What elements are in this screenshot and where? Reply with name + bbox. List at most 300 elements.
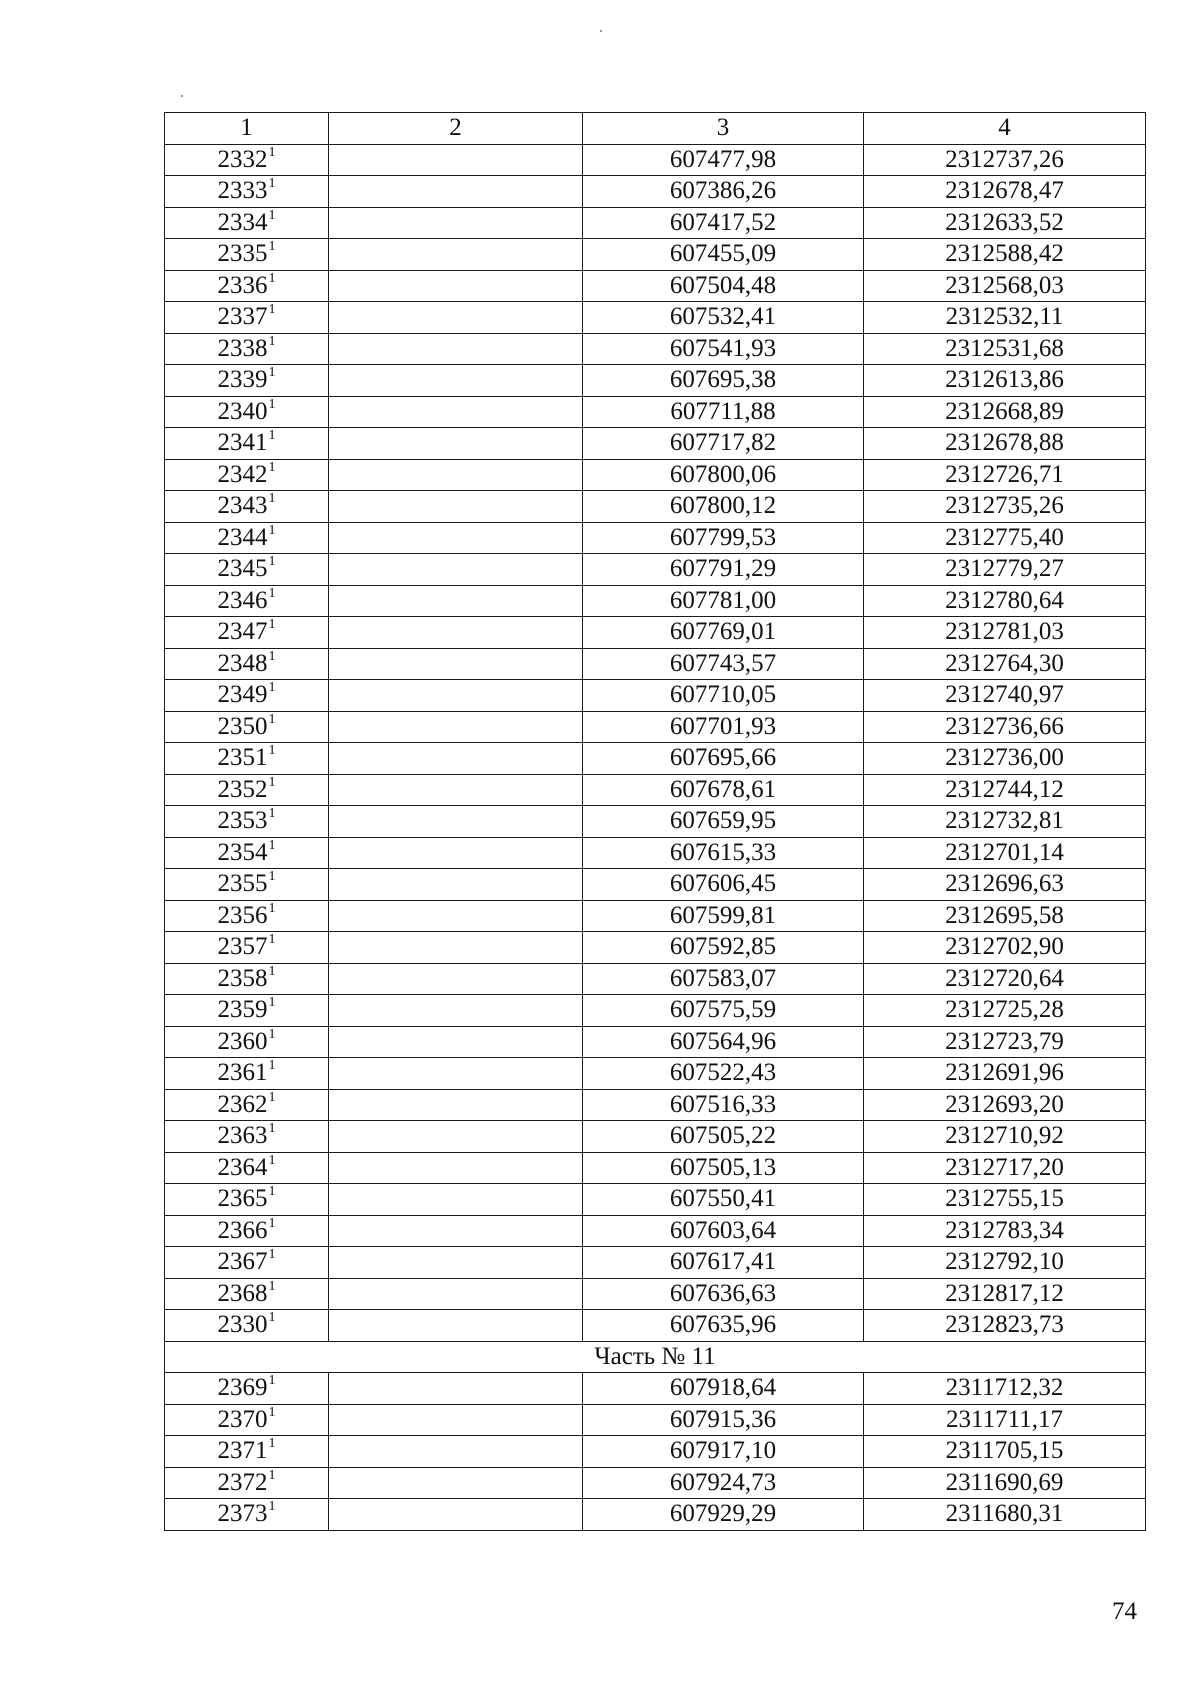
point-superscript: 1 bbox=[268, 1121, 276, 1137]
empty-cell bbox=[329, 932, 583, 964]
empty-cell bbox=[329, 1278, 583, 1310]
point-number-cell bbox=[165, 1215, 329, 1247]
x-coordinate-cell: 607516,33 bbox=[583, 1089, 864, 1121]
point-number-cell bbox=[165, 837, 329, 869]
x-coordinate-cell: 607701,93 bbox=[583, 711, 864, 743]
x-coordinate-cell: 607617,41 bbox=[583, 1247, 864, 1279]
part-10-rows bbox=[165, 144, 1146, 1341]
point-number-cell bbox=[165, 1373, 329, 1405]
y-coordinate-cell: 2312531,68 bbox=[864, 333, 1146, 365]
point-superscript: 1 bbox=[268, 869, 276, 885]
table-row bbox=[165, 995, 1146, 1027]
point-number-cell bbox=[165, 333, 329, 365]
point-number-cell bbox=[165, 491, 329, 523]
point-superscript: 1 bbox=[268, 333, 276, 349]
table-row bbox=[165, 333, 1146, 365]
point-superscript: 1 bbox=[268, 1278, 276, 1294]
y-coordinate-cell: 2312817,12 bbox=[864, 1278, 1146, 1310]
x-coordinate-cell: 607477,98 bbox=[583, 144, 864, 176]
y-coordinate-cell: 2311712,32 bbox=[864, 1373, 1146, 1405]
empty-cell bbox=[329, 869, 583, 901]
point-superscript: 1 bbox=[268, 680, 276, 696]
point-superscript: 1 bbox=[268, 617, 276, 633]
x-coordinate-cell: 607915,36 bbox=[583, 1404, 864, 1436]
table-row bbox=[165, 869, 1146, 901]
point-number: 2343 bbox=[217, 492, 268, 520]
table-row bbox=[165, 1184, 1146, 1216]
y-coordinate-cell: 2312779,27 bbox=[864, 554, 1146, 586]
point-number: 2359 bbox=[217, 996, 268, 1024]
x-coordinate-cell: 607769,01 bbox=[583, 617, 864, 649]
empty-cell bbox=[329, 963, 583, 995]
section-header-row bbox=[165, 1341, 1146, 1373]
point-number-cell bbox=[165, 774, 329, 806]
point-number: 2347 bbox=[217, 618, 268, 646]
empty-cell bbox=[329, 1089, 583, 1121]
y-coordinate-cell: 2311680,31 bbox=[864, 1499, 1146, 1531]
point-number-cell bbox=[165, 1404, 329, 1436]
y-coordinate-cell: 2312737,26 bbox=[864, 144, 1146, 176]
point-number: 2373 bbox=[217, 1500, 268, 1528]
table-row bbox=[165, 1310, 1146, 1342]
point-number: 2340 bbox=[217, 397, 268, 425]
point-number-cell bbox=[165, 995, 329, 1027]
y-coordinate-cell: 2311705,15 bbox=[864, 1436, 1146, 1468]
point-superscript: 1 bbox=[268, 1404, 276, 1420]
point-number: 2334 bbox=[217, 208, 268, 236]
empty-cell bbox=[329, 585, 583, 617]
point-number: 2352 bbox=[217, 775, 268, 803]
point-number: 2369 bbox=[217, 1374, 268, 1402]
y-coordinate-cell: 2312775,40 bbox=[864, 522, 1146, 554]
x-coordinate-cell: 607505,13 bbox=[583, 1152, 864, 1184]
point-number-cell bbox=[165, 932, 329, 964]
x-coordinate-cell: 607799,53 bbox=[583, 522, 864, 554]
empty-cell bbox=[329, 995, 583, 1027]
table-row bbox=[165, 302, 1146, 334]
table-row bbox=[165, 144, 1146, 176]
empty-cell bbox=[329, 1499, 583, 1531]
point-number: 2356 bbox=[217, 901, 268, 929]
empty-cell bbox=[329, 648, 583, 680]
scan-speck bbox=[181, 95, 183, 97]
empty-cell bbox=[329, 207, 583, 239]
table-row bbox=[165, 207, 1146, 239]
y-coordinate-cell: 2312668,89 bbox=[864, 396, 1146, 428]
y-coordinate-cell: 2312693,20 bbox=[864, 1089, 1146, 1121]
part-11-rows bbox=[165, 1373, 1146, 1531]
point-superscript: 1 bbox=[268, 963, 276, 979]
point-number: 2367 bbox=[217, 1248, 268, 1276]
point-number: 2341 bbox=[217, 429, 268, 457]
point-number-cell bbox=[165, 239, 329, 271]
point-number-cell bbox=[165, 207, 329, 239]
empty-cell bbox=[329, 302, 583, 334]
point-number: 2360 bbox=[217, 1027, 268, 1055]
page-number: 74 bbox=[1112, 1598, 1137, 1625]
x-coordinate-cell: 607918,64 bbox=[583, 1373, 864, 1405]
point-number-cell bbox=[165, 144, 329, 176]
y-coordinate-cell: 2311690,69 bbox=[864, 1467, 1146, 1499]
scan-speck bbox=[600, 30, 602, 32]
point-superscript: 1 bbox=[268, 239, 276, 255]
point-number-cell bbox=[165, 743, 329, 775]
x-coordinate-cell: 607615,33 bbox=[583, 837, 864, 869]
y-coordinate-cell: 2312613,86 bbox=[864, 365, 1146, 397]
point-superscript: 1 bbox=[268, 1373, 276, 1389]
point-number-cell bbox=[165, 648, 329, 680]
table-row bbox=[165, 459, 1146, 491]
x-coordinate-cell: 607522,43 bbox=[583, 1058, 864, 1090]
point-number: 2366 bbox=[217, 1216, 268, 1244]
empty-cell bbox=[329, 554, 583, 586]
point-number: 2342 bbox=[217, 460, 268, 488]
point-number: 2339 bbox=[217, 366, 268, 394]
table-row bbox=[165, 932, 1146, 964]
empty-cell bbox=[329, 743, 583, 775]
column-header-1: 1 bbox=[165, 113, 329, 145]
point-number: 2365 bbox=[217, 1185, 268, 1213]
point-superscript: 1 bbox=[268, 365, 276, 381]
point-number-cell bbox=[165, 711, 329, 743]
table-row bbox=[165, 428, 1146, 460]
table-row bbox=[165, 774, 1146, 806]
x-coordinate-cell: 607455,09 bbox=[583, 239, 864, 271]
point-number-cell bbox=[165, 617, 329, 649]
point-superscript: 1 bbox=[268, 1089, 276, 1105]
x-coordinate-cell: 607505,22 bbox=[583, 1121, 864, 1153]
table-row bbox=[165, 1058, 1146, 1090]
point-number: 2355 bbox=[217, 870, 268, 898]
point-number-cell bbox=[165, 1089, 329, 1121]
point-number: 2361 bbox=[217, 1059, 268, 1087]
point-superscript: 1 bbox=[268, 302, 276, 318]
point-superscript: 1 bbox=[268, 743, 276, 759]
y-coordinate-cell: 2312720,64 bbox=[864, 963, 1146, 995]
x-coordinate-cell: 607711,88 bbox=[583, 396, 864, 428]
x-coordinate-cell: 607603,64 bbox=[583, 1215, 864, 1247]
empty-cell bbox=[329, 1058, 583, 1090]
x-coordinate-cell: 607791,29 bbox=[583, 554, 864, 586]
x-coordinate-cell: 607417,52 bbox=[583, 207, 864, 239]
x-coordinate-cell: 607583,07 bbox=[583, 963, 864, 995]
empty-cell bbox=[329, 1121, 583, 1153]
empty-cell bbox=[329, 428, 583, 460]
empty-cell bbox=[329, 680, 583, 712]
y-coordinate-cell: 2312633,52 bbox=[864, 207, 1146, 239]
y-coordinate-cell: 2312701,14 bbox=[864, 837, 1146, 869]
y-coordinate-cell: 2312588,42 bbox=[864, 239, 1146, 271]
y-coordinate-cell: 2312723,79 bbox=[864, 1026, 1146, 1058]
point-number-cell bbox=[165, 1310, 329, 1342]
empty-cell bbox=[329, 1404, 583, 1436]
section-title: Часть № 11 bbox=[165, 1341, 1146, 1373]
point-superscript: 1 bbox=[268, 1499, 276, 1515]
point-number-cell bbox=[165, 1058, 329, 1090]
point-superscript: 1 bbox=[268, 1026, 276, 1042]
empty-cell bbox=[329, 239, 583, 271]
point-number-cell bbox=[165, 806, 329, 838]
point-superscript: 1 bbox=[268, 1467, 276, 1483]
empty-cell bbox=[329, 711, 583, 743]
point-number-cell bbox=[165, 554, 329, 586]
point-superscript: 1 bbox=[268, 1215, 276, 1231]
table-row bbox=[165, 837, 1146, 869]
y-coordinate-cell: 2312823,73 bbox=[864, 1310, 1146, 1342]
column-header-2: 2 bbox=[329, 113, 583, 145]
point-number: 2350 bbox=[217, 712, 268, 740]
table-row bbox=[165, 1373, 1146, 1405]
point-number: 2333 bbox=[217, 177, 268, 205]
y-coordinate-cell: 2312726,71 bbox=[864, 459, 1146, 491]
x-coordinate-cell: 607659,95 bbox=[583, 806, 864, 838]
point-superscript: 1 bbox=[268, 176, 276, 192]
point-number: 2344 bbox=[217, 523, 268, 551]
empty-cell bbox=[329, 365, 583, 397]
point-number-cell bbox=[165, 459, 329, 491]
point-superscript: 1 bbox=[268, 554, 276, 570]
y-coordinate-cell: 2312736,00 bbox=[864, 743, 1146, 775]
point-number: 2362 bbox=[217, 1090, 268, 1118]
empty-cell bbox=[329, 522, 583, 554]
point-superscript: 1 bbox=[268, 837, 276, 853]
point-superscript: 1 bbox=[268, 711, 276, 727]
table-row bbox=[165, 743, 1146, 775]
table-row bbox=[165, 1152, 1146, 1184]
table-row bbox=[165, 806, 1146, 838]
point-superscript: 1 bbox=[268, 1247, 276, 1263]
x-coordinate-cell: 607717,82 bbox=[583, 428, 864, 460]
point-number-cell bbox=[165, 428, 329, 460]
table-row bbox=[165, 365, 1146, 397]
point-number: 2354 bbox=[217, 838, 268, 866]
empty-cell bbox=[329, 270, 583, 302]
y-coordinate-cell: 2312744,12 bbox=[864, 774, 1146, 806]
column-header-4: 4 bbox=[864, 113, 1146, 145]
y-coordinate-cell: 2312792,10 bbox=[864, 1247, 1146, 1279]
point-number-cell bbox=[165, 1121, 329, 1153]
x-coordinate-cell: 607532,41 bbox=[583, 302, 864, 334]
point-superscript: 1 bbox=[268, 522, 276, 538]
point-superscript: 1 bbox=[268, 932, 276, 948]
empty-cell bbox=[329, 774, 583, 806]
x-coordinate-cell: 607924,73 bbox=[583, 1467, 864, 1499]
point-superscript: 1 bbox=[268, 585, 276, 601]
x-coordinate-cell: 607541,93 bbox=[583, 333, 864, 365]
x-coordinate-cell: 607917,10 bbox=[583, 1436, 864, 1468]
empty-cell bbox=[329, 1310, 583, 1342]
point-superscript: 1 bbox=[268, 995, 276, 1011]
point-number: 2358 bbox=[217, 964, 268, 992]
y-coordinate-cell: 2312764,30 bbox=[864, 648, 1146, 680]
x-coordinate-cell: 607929,29 bbox=[583, 1499, 864, 1531]
y-coordinate-cell: 2312691,96 bbox=[864, 1058, 1146, 1090]
empty-cell bbox=[329, 1436, 583, 1468]
y-coordinate-cell: 2312735,26 bbox=[864, 491, 1146, 523]
point-superscript: 1 bbox=[268, 900, 276, 916]
point-number: 2349 bbox=[217, 681, 268, 709]
x-coordinate-cell: 607695,38 bbox=[583, 365, 864, 397]
table-row bbox=[165, 239, 1146, 271]
table-row bbox=[165, 1404, 1146, 1436]
point-number-cell bbox=[165, 1026, 329, 1058]
point-superscript: 1 bbox=[268, 459, 276, 475]
point-number-cell bbox=[165, 1436, 329, 1468]
table-row bbox=[165, 522, 1146, 554]
y-coordinate-cell: 2312695,58 bbox=[864, 900, 1146, 932]
point-superscript: 1 bbox=[268, 1152, 276, 1168]
table-row bbox=[165, 1247, 1146, 1279]
x-coordinate-cell: 607575,59 bbox=[583, 995, 864, 1027]
y-coordinate-cell: 2312783,34 bbox=[864, 1215, 1146, 1247]
empty-cell bbox=[329, 1184, 583, 1216]
x-coordinate-cell: 607386,26 bbox=[583, 176, 864, 208]
point-superscript: 1 bbox=[268, 270, 276, 286]
table-row bbox=[165, 1278, 1146, 1310]
point-number-cell bbox=[165, 869, 329, 901]
point-superscript: 1 bbox=[268, 648, 276, 664]
point-number-cell bbox=[165, 1278, 329, 1310]
empty-cell bbox=[329, 1247, 583, 1279]
x-coordinate-cell: 607592,85 bbox=[583, 932, 864, 964]
point-number-cell bbox=[165, 1499, 329, 1531]
header-row bbox=[165, 113, 1146, 145]
y-coordinate-cell: 2312755,15 bbox=[864, 1184, 1146, 1216]
column-header-3: 3 bbox=[583, 113, 864, 145]
x-coordinate-cell: 607606,45 bbox=[583, 869, 864, 901]
y-coordinate-cell: 2312780,64 bbox=[864, 585, 1146, 617]
point-superscript: 1 bbox=[268, 144, 276, 160]
point-number-cell bbox=[165, 1247, 329, 1279]
y-coordinate-cell: 2312781,03 bbox=[864, 617, 1146, 649]
x-coordinate-cell: 607678,61 bbox=[583, 774, 864, 806]
point-number: 2351 bbox=[217, 744, 268, 772]
empty-cell bbox=[329, 144, 583, 176]
y-coordinate-cell: 2312740,97 bbox=[864, 680, 1146, 712]
point-number: 2346 bbox=[217, 586, 268, 614]
x-coordinate-cell: 607550,41 bbox=[583, 1184, 864, 1216]
table-row bbox=[165, 680, 1146, 712]
empty-cell bbox=[329, 396, 583, 428]
table-row bbox=[165, 900, 1146, 932]
x-coordinate-cell: 607504,48 bbox=[583, 270, 864, 302]
x-coordinate-cell: 607635,96 bbox=[583, 1310, 864, 1342]
x-coordinate-cell: 607695,66 bbox=[583, 743, 864, 775]
point-number-cell bbox=[165, 1152, 329, 1184]
point-superscript: 1 bbox=[268, 428, 276, 444]
point-number: 2345 bbox=[217, 555, 268, 583]
point-number-cell bbox=[165, 270, 329, 302]
y-coordinate-cell: 2312568,03 bbox=[864, 270, 1146, 302]
point-number: 2335 bbox=[217, 240, 268, 268]
empty-cell bbox=[329, 491, 583, 523]
empty-cell bbox=[329, 806, 583, 838]
x-coordinate-cell: 607636,63 bbox=[583, 1278, 864, 1310]
empty-cell bbox=[329, 176, 583, 208]
point-number: 2336 bbox=[217, 271, 268, 299]
point-number: 2372 bbox=[217, 1468, 268, 1496]
y-coordinate-cell: 2312717,20 bbox=[864, 1152, 1146, 1184]
point-number: 2330 bbox=[217, 1311, 268, 1339]
empty-cell bbox=[329, 1215, 583, 1247]
point-number: 2337 bbox=[217, 303, 268, 331]
point-superscript: 1 bbox=[268, 1058, 276, 1074]
table-row bbox=[165, 554, 1146, 586]
empty-cell bbox=[329, 1467, 583, 1499]
coordinates-table bbox=[164, 112, 1146, 1531]
y-coordinate-cell: 2312678,47 bbox=[864, 176, 1146, 208]
x-coordinate-cell: 607781,00 bbox=[583, 585, 864, 617]
y-coordinate-cell: 2311711,17 bbox=[864, 1404, 1146, 1436]
point-number-cell bbox=[165, 365, 329, 397]
point-number: 2348 bbox=[217, 649, 268, 677]
table-row bbox=[165, 176, 1146, 208]
x-coordinate-cell: 607599,81 bbox=[583, 900, 864, 932]
point-number-cell bbox=[165, 396, 329, 428]
empty-cell bbox=[329, 333, 583, 365]
table-row bbox=[165, 1215, 1146, 1247]
point-number: 2370 bbox=[217, 1405, 268, 1433]
table-row bbox=[165, 585, 1146, 617]
table-row bbox=[165, 270, 1146, 302]
point-superscript: 1 bbox=[268, 1310, 276, 1326]
table-row bbox=[165, 1436, 1146, 1468]
point-superscript: 1 bbox=[268, 806, 276, 822]
empty-cell bbox=[329, 1152, 583, 1184]
x-coordinate-cell: 607710,05 bbox=[583, 680, 864, 712]
table-row bbox=[165, 491, 1146, 523]
y-coordinate-cell: 2312696,63 bbox=[864, 869, 1146, 901]
section-header-body bbox=[165, 1341, 1146, 1373]
empty-cell bbox=[329, 837, 583, 869]
y-coordinate-cell: 2312710,92 bbox=[864, 1121, 1146, 1153]
y-coordinate-cell: 2312702,90 bbox=[864, 932, 1146, 964]
point-superscript: 1 bbox=[268, 1436, 276, 1452]
point-number: 2368 bbox=[217, 1279, 268, 1307]
empty-cell bbox=[329, 1373, 583, 1405]
table-row bbox=[165, 1467, 1146, 1499]
table-row bbox=[165, 396, 1146, 428]
point-number-cell bbox=[165, 963, 329, 995]
point-number: 2364 bbox=[217, 1153, 268, 1181]
y-coordinate-cell: 2312732,81 bbox=[864, 806, 1146, 838]
point-number: 2332 bbox=[217, 145, 268, 173]
point-superscript: 1 bbox=[268, 774, 276, 790]
empty-cell bbox=[329, 1026, 583, 1058]
point-number-cell bbox=[165, 680, 329, 712]
table-row bbox=[165, 617, 1146, 649]
x-coordinate-cell: 607743,57 bbox=[583, 648, 864, 680]
empty-cell bbox=[329, 459, 583, 491]
empty-cell bbox=[329, 617, 583, 649]
point-number: 2371 bbox=[217, 1437, 268, 1465]
x-coordinate-cell: 607800,12 bbox=[583, 491, 864, 523]
point-number-cell bbox=[165, 176, 329, 208]
point-superscript: 1 bbox=[268, 207, 276, 223]
y-coordinate-cell: 2312725,28 bbox=[864, 995, 1146, 1027]
point-number-cell bbox=[165, 585, 329, 617]
point-number: 2353 bbox=[217, 807, 268, 835]
table-row bbox=[165, 711, 1146, 743]
y-coordinate-cell: 2312678,88 bbox=[864, 428, 1146, 460]
table-row bbox=[165, 1026, 1146, 1058]
point-number: 2357 bbox=[217, 933, 268, 961]
point-superscript: 1 bbox=[268, 396, 276, 412]
x-coordinate-cell: 607564,96 bbox=[583, 1026, 864, 1058]
point-number-cell bbox=[165, 522, 329, 554]
table-row bbox=[165, 648, 1146, 680]
point-number-cell bbox=[165, 1184, 329, 1216]
